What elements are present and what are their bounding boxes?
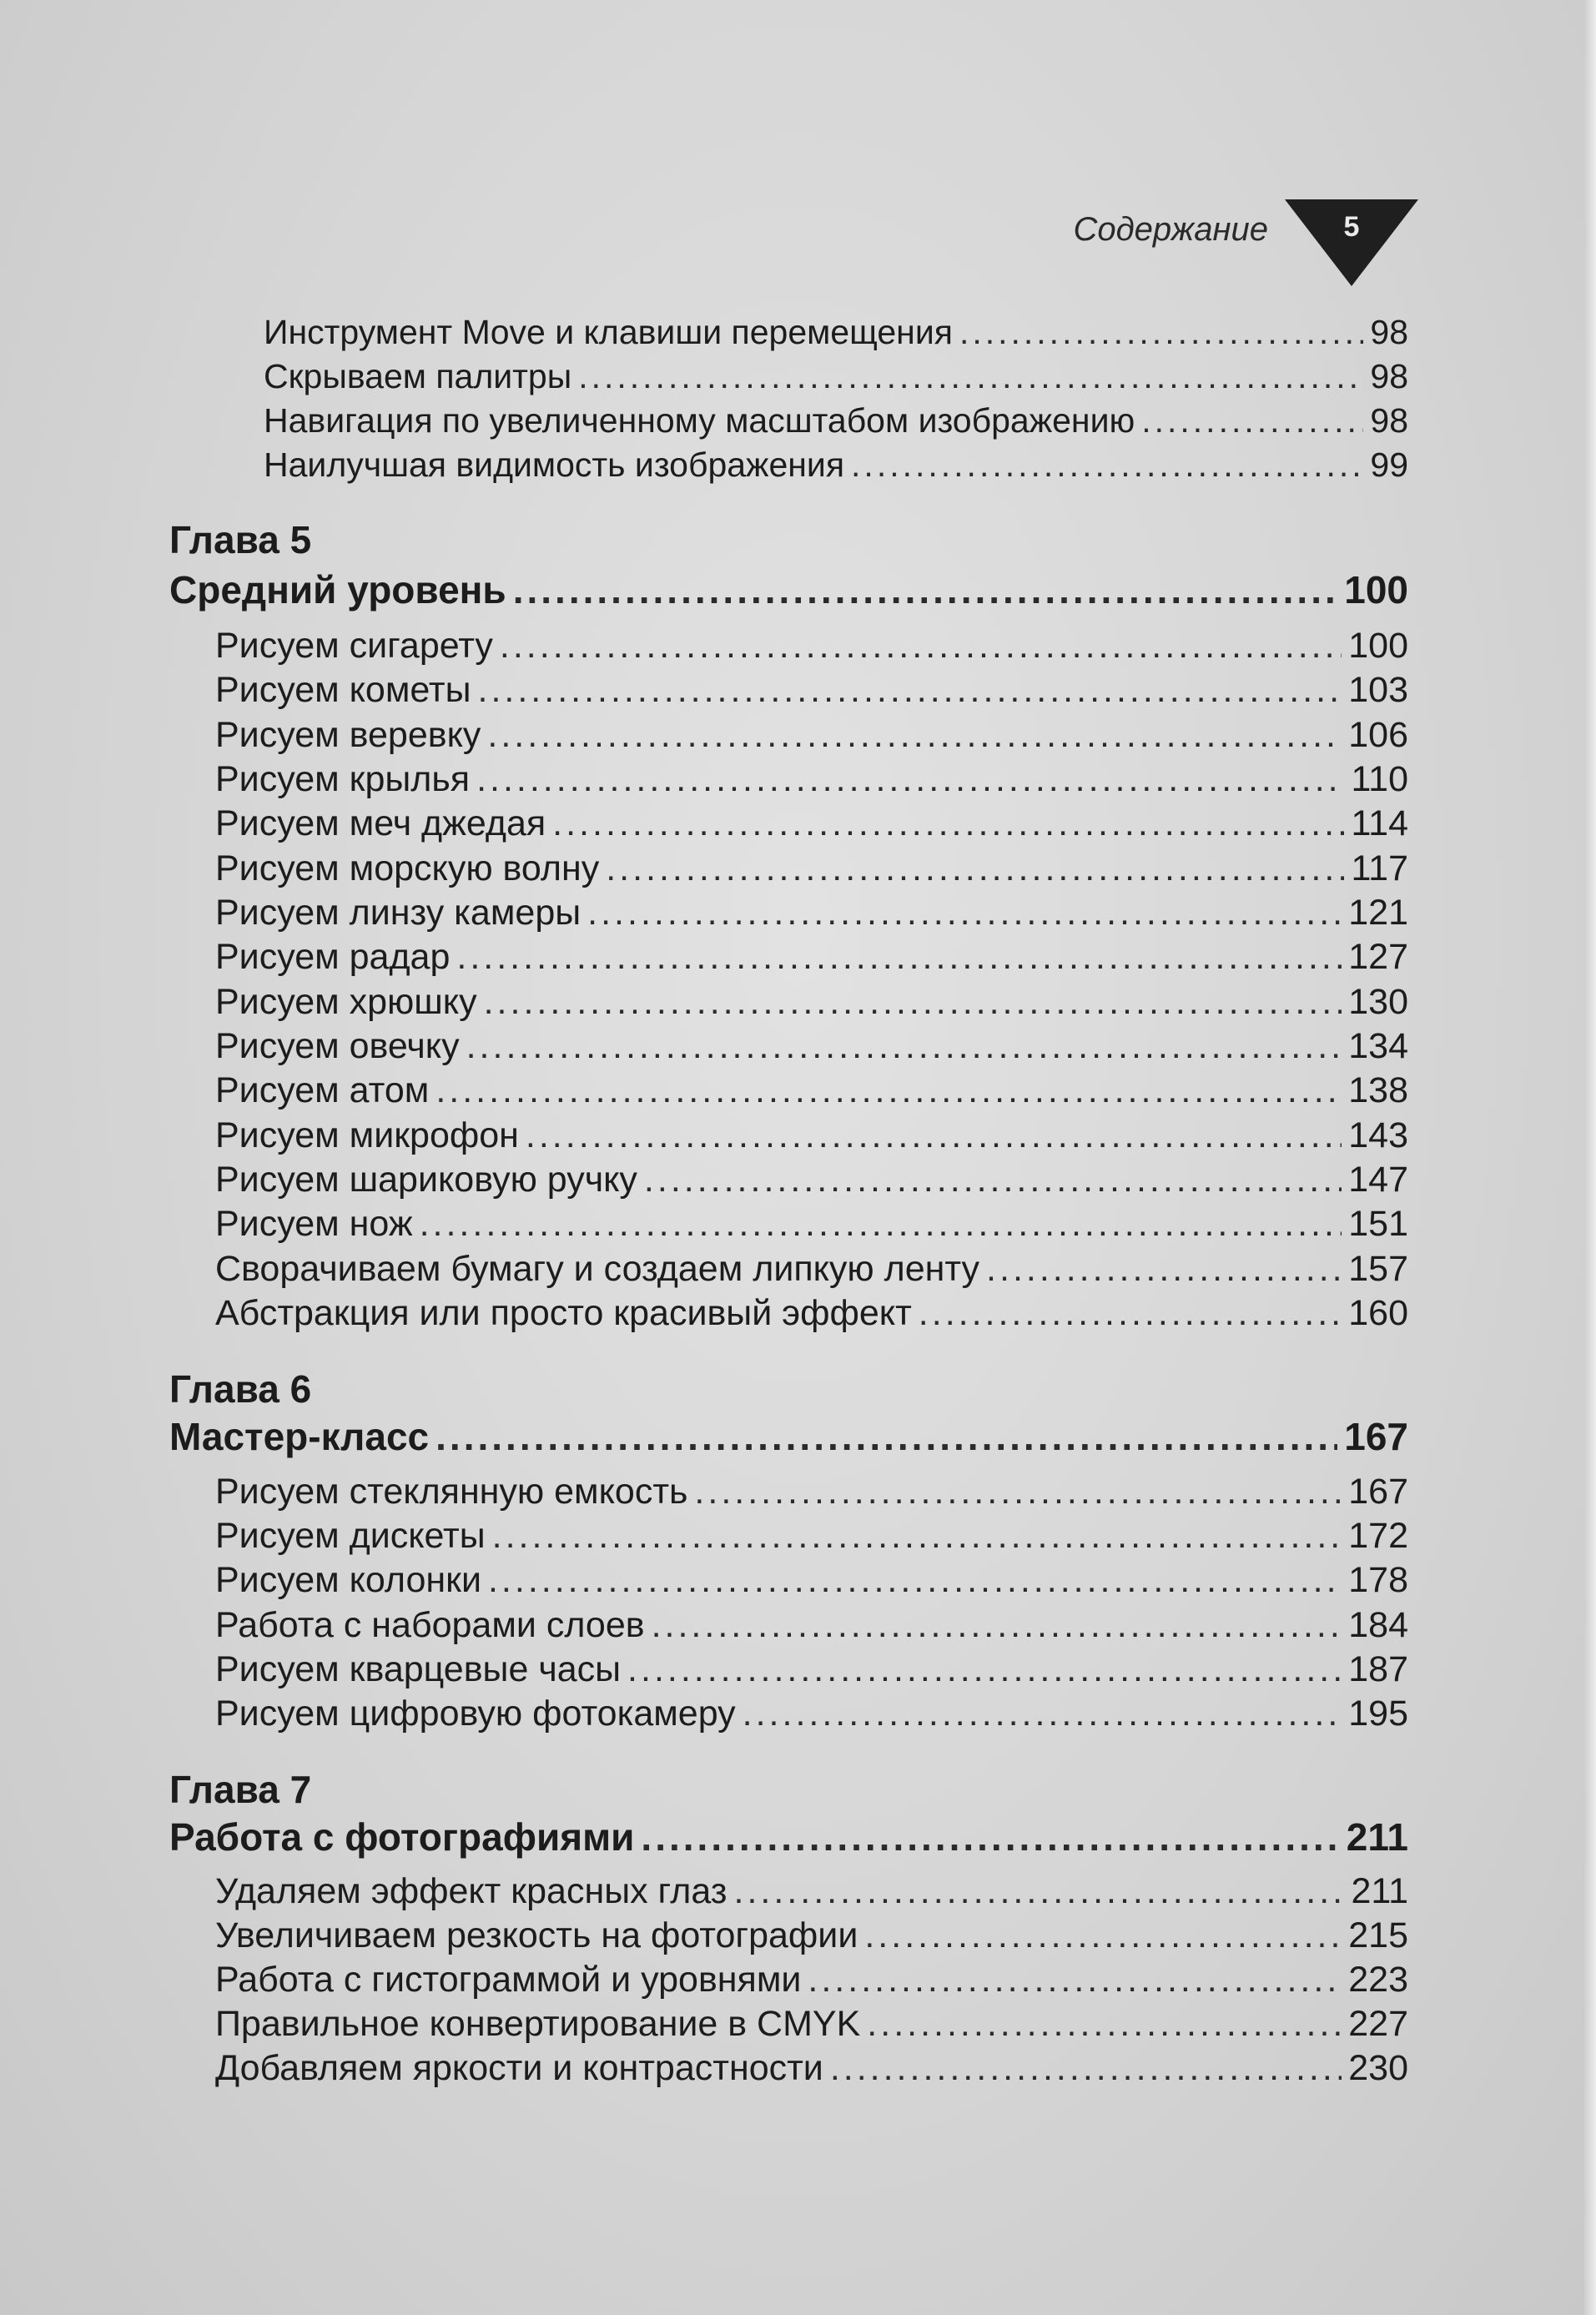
toc-entry-page: 157 [1348, 1249, 1408, 1289]
toc-entry-title: Наилучшая видимость изображения [264, 445, 845, 484]
leader-dots [986, 1249, 1342, 1290]
toc-entry-title: Скрываем палитры [264, 357, 572, 395]
toc-entry-page: 103 [1348, 670, 1408, 710]
toc-entry-title: Рисуем шариковую ручку [215, 1160, 637, 1200]
leader-dots [606, 848, 1344, 889]
page-edge [1584, 0, 1596, 2315]
toc-entry[interactable] [215, 1026, 1408, 1067]
leader-dots [436, 1070, 1342, 1111]
toc-entry[interactable] [215, 848, 1408, 889]
toc-entry[interactable] [215, 1204, 1408, 1245]
toc-entry[interactable] [215, 1560, 1408, 1601]
leader-dots [644, 1160, 1342, 1200]
toc-entry-title: Увеличиваем резкость на фотографии [215, 1915, 858, 1955]
chapter-title: Мастер-класс [169, 1415, 430, 1458]
toc-entry-page: 211 [1351, 1871, 1408, 1911]
toc-entry-title: Рисуем морскую волну [215, 848, 600, 888]
toc-entry-title: Рисуем стеклянную емкость [215, 1472, 688, 1512]
toc-entry[interactable] [264, 445, 1408, 485]
toc-entry[interactable] [215, 2048, 1408, 2089]
toc-entry[interactable] [215, 670, 1408, 711]
toc-entry[interactable] [215, 1472, 1408, 1512]
toc-entry-title: Рисуем кометы [215, 670, 471, 710]
toc-entry-page: 117 [1351, 848, 1408, 888]
chapter-page: 167 [1344, 1415, 1408, 1458]
toc-entry-page: 178 [1348, 1560, 1408, 1600]
toc-entry-page: 130 [1348, 982, 1408, 1022]
toc-entry[interactable] [215, 1649, 1408, 1690]
toc-entry-page: 160 [1348, 1293, 1408, 1333]
header-title: Содержание [1073, 211, 1268, 248]
chapter-page: 211 [1346, 1815, 1408, 1859]
toc-entry-title: Рисуем овечку [215, 1026, 460, 1066]
chapter-title-entry[interactable] [169, 1414, 1408, 1459]
leader-dots [587, 893, 1342, 934]
toc-entry-page: 184 [1348, 1605, 1408, 1645]
leader-dots [552, 803, 1344, 844]
toc-entry[interactable] [215, 759, 1408, 800]
chapter-label: Глава 6 [169, 1367, 312, 1411]
toc-entry-title: Рисуем кварцевые часы [215, 1649, 622, 1689]
leader-dots [641, 1814, 1339, 1860]
toc-entry-page: 121 [1348, 893, 1408, 933]
leader-dots [420, 1204, 1342, 1245]
toc-entry[interactable] [215, 1871, 1408, 1912]
leader-dots [830, 2048, 1342, 2089]
toc-entry[interactable] [215, 1915, 1408, 1956]
toc-entry[interactable] [215, 803, 1408, 844]
toc-entry-title: Абстракция или просто красивый эффект [215, 1293, 912, 1333]
toc-entry-page: 215 [1348, 1915, 1408, 1955]
leader-dots [652, 1605, 1342, 1646]
toc-entry-title: Удаляем эффект красных глаз [215, 1871, 728, 1911]
toc-entry-page: 134 [1348, 1026, 1408, 1066]
toc-entry[interactable] [264, 401, 1408, 440]
toc-entry-page: 195 [1348, 1693, 1408, 1734]
toc-entry-title: Рисуем сигарету [215, 626, 493, 666]
leader-dots [808, 1960, 1342, 2000]
toc-entry-title: Правильное конвертирование в CMYK [215, 2004, 861, 2044]
toc-entry-page: 223 [1348, 1960, 1408, 2000]
toc-entry-page: 172 [1348, 1516, 1408, 1556]
toc-entry-page: 98 [1370, 313, 1408, 351]
chapter-title: Средний уровень [169, 568, 506, 611]
toc-entry[interactable] [215, 1160, 1408, 1200]
leader-dots [743, 1693, 1342, 1734]
toc-entry[interactable] [215, 1516, 1408, 1557]
leader-dots [864, 1915, 1342, 1956]
toc-entry[interactable] [215, 2004, 1408, 2045]
toc-entry-page: 106 [1348, 715, 1408, 755]
toc-entry[interactable] [264, 357, 1408, 396]
toc-entry-page: 167 [1348, 1472, 1408, 1512]
leader-dots [478, 670, 1342, 711]
leader-dots [487, 715, 1342, 756]
toc-entry-page: 138 [1348, 1070, 1408, 1110]
toc-entry-title: Рисуем радар [215, 937, 451, 977]
leader-dots [851, 445, 1363, 485]
toc-entry-title: Рисуем дискеты [215, 1516, 486, 1556]
toc-entry[interactable] [215, 893, 1408, 934]
toc-entry-title: Рисуем веревку [215, 715, 481, 755]
leader-dots [867, 2004, 1342, 2045]
leader-dots [526, 1115, 1342, 1156]
chapter-label: Глава 7 [169, 1768, 312, 1811]
leader-dots [919, 1293, 1342, 1334]
leader-dots [694, 1472, 1342, 1512]
toc-entry-title: Рисуем цифровую фотокамеру [215, 1693, 736, 1734]
toc-entry-title: Рисуем хрюшку [215, 982, 477, 1022]
toc-entry-page: 230 [1348, 2048, 1408, 2088]
chapter-title-entry[interactable] [169, 567, 1408, 612]
toc-entry-page: 227 [1348, 2004, 1408, 2044]
toc-entry-title: Рисуем крылья [215, 759, 471, 799]
toc-entry[interactable] [215, 1249, 1408, 1290]
leader-dots [466, 1026, 1342, 1067]
toc-entry-page: 110 [1351, 759, 1408, 799]
leader-dots [436, 1414, 1337, 1459]
toc-entry-title: Навигация по увеличенному масштабом изображению [264, 401, 1135, 440]
toc-entry-page: 127 [1348, 937, 1408, 977]
leader-dots [513, 567, 1338, 612]
toc-entry-page: 100 [1348, 626, 1408, 666]
toc-entry-title: Работа с наборами слоев [215, 1605, 645, 1645]
toc-entry-title: Рисуем атом [215, 1070, 430, 1110]
page-number: 5 [1343, 211, 1360, 243]
toc-entry-page: 99 [1370, 445, 1408, 484]
toc-entry[interactable] [215, 626, 1408, 667]
leader-dots [734, 1871, 1345, 1912]
toc-entry-title: Рисуем нож [215, 1204, 413, 1244]
toc-entry-title: Рисуем колонки [215, 1560, 481, 1600]
leader-dots [959, 313, 1363, 352]
toc-entry[interactable] [215, 982, 1408, 1023]
toc-entry-title: Добавляем яркости и контрастности [215, 2048, 823, 2088]
toc-entry[interactable] [215, 1693, 1408, 1734]
toc-entry[interactable] [215, 1605, 1408, 1646]
toc-entry-page: 143 [1348, 1115, 1408, 1155]
toc-entry-page: 98 [1370, 357, 1408, 395]
toc-entry-title: Инструмент Move и клавиши перемещения [264, 313, 953, 351]
leader-dots [456, 937, 1342, 978]
toc-entry[interactable] [215, 715, 1408, 756]
leader-dots [500, 626, 1342, 667]
toc-entry-title: Рисуем микрофон [215, 1115, 519, 1155]
toc-entry-title: Рисуем линзу камеры [215, 893, 582, 933]
chapter-page: 100 [1344, 568, 1408, 611]
toc-entry-page: 98 [1370, 401, 1408, 440]
toc-entry-title: Работа с гистограммой и уровнями [215, 1960, 802, 2000]
leader-dots [627, 1649, 1342, 1690]
toc-entry-page: 147 [1348, 1160, 1408, 1200]
toc-entry[interactable] [215, 1070, 1408, 1111]
leader-dots [484, 982, 1342, 1023]
chapter-label: Глава 5 [169, 518, 312, 561]
chapter-title: Работа с фотографиями [169, 1815, 635, 1859]
toc-entry[interactable] [215, 1960, 1408, 2000]
toc-entry-page: 114 [1351, 803, 1408, 843]
toc-entry-page: 151 [1348, 1204, 1408, 1244]
toc-entry-page: 187 [1348, 1649, 1408, 1689]
toc-entry-title: Рисуем меч джедая [215, 803, 546, 843]
leader-dots [1141, 401, 1363, 440]
leader-dots [492, 1516, 1342, 1557]
toc-entry[interactable] [215, 937, 1408, 978]
leader-dots [488, 1560, 1342, 1601]
toc-entry[interactable] [264, 313, 1408, 352]
toc-entry-title: Сворачиваем бумагу и создаем липкую ленту [215, 1249, 980, 1289]
leader-dots [578, 357, 1363, 396]
toc-entry[interactable] [215, 1115, 1408, 1156]
leader-dots [476, 759, 1344, 800]
chapter-title-entry[interactable] [169, 1814, 1408, 1860]
toc-entry[interactable] [215, 1293, 1408, 1334]
running-header [1001, 196, 1418, 296]
